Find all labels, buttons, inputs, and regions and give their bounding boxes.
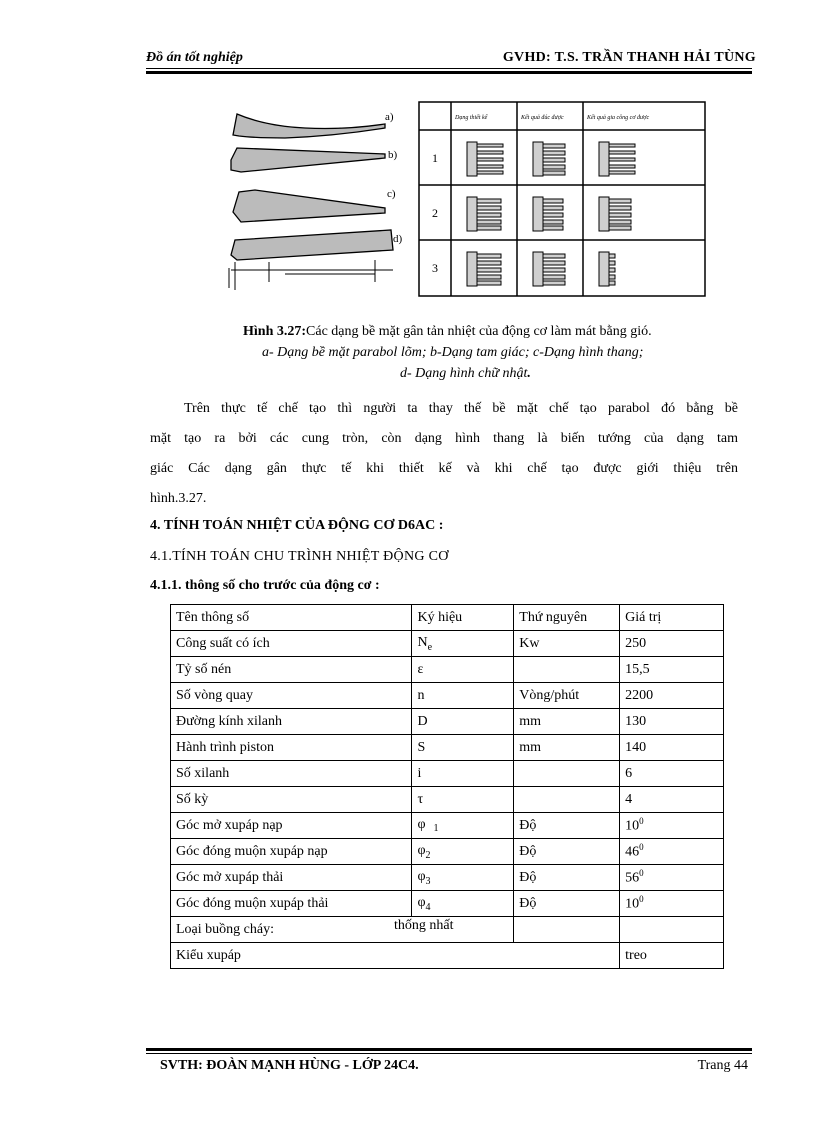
table-row-valve bbox=[171, 943, 724, 969]
param-symbol: τ bbox=[417, 791, 424, 807]
param-symbol: φ bbox=[417, 868, 426, 884]
fin-profile-a bbox=[233, 114, 385, 138]
table-row bbox=[171, 735, 724, 761]
param-value-cell bbox=[620, 787, 724, 813]
footer-rule-thick bbox=[146, 1048, 752, 1051]
paragraph-line-3: giác Các dạng gân thực tế khi thiết kế và khi chế tạo được giới thiệu trên bbox=[150, 461, 738, 476]
param-name-cell: Tỷ số nén bbox=[171, 657, 412, 683]
param-value-cell bbox=[620, 891, 724, 917]
fin-label-d: d) bbox=[393, 233, 403, 245]
param-symbol-cell bbox=[412, 735, 514, 761]
header-document-title: Đồ án tốt nghiệp bbox=[146, 50, 243, 65]
param-symbol-cell bbox=[412, 761, 514, 787]
param-value-cell bbox=[620, 709, 724, 735]
fin-sketch-3-2 bbox=[533, 252, 565, 286]
table-row bbox=[171, 813, 724, 839]
param-symbol-cell bbox=[412, 709, 514, 735]
valve-label: Kiểu xupáp bbox=[171, 943, 620, 969]
param-value: 6 bbox=[625, 765, 633, 781]
param-name-cell: Góc đóng muộn xupáp thải bbox=[171, 891, 412, 917]
table-header-cell: Thứ nguyên bbox=[514, 605, 620, 631]
figure-caption-line3-end: . bbox=[527, 366, 531, 381]
casting-results-figure bbox=[417, 100, 707, 298]
param-unit-cell: Độ bbox=[514, 891, 620, 917]
engine-parameters-table bbox=[170, 604, 724, 969]
param-symbol: φ bbox=[417, 842, 426, 858]
param-value: 130 bbox=[625, 713, 647, 729]
casting-results-grid bbox=[417, 100, 707, 298]
figure-caption-line1 bbox=[243, 324, 652, 340]
chamber-value: thống nhất bbox=[393, 917, 454, 933]
param-value-cell bbox=[620, 683, 724, 709]
grid-row-3: 3 bbox=[432, 261, 438, 275]
param-symbol: n bbox=[417, 687, 425, 703]
param-value-cell bbox=[620, 839, 724, 865]
chamber-cell bbox=[171, 917, 514, 943]
table-row bbox=[171, 891, 724, 917]
header-rule-thick bbox=[146, 71, 752, 74]
param-symbol-cell bbox=[412, 865, 514, 891]
param-unit-cell: Độ bbox=[514, 839, 620, 865]
param-value-superscript: 0 bbox=[639, 868, 644, 879]
footer-student: SVTH: ĐOÀN MẠNH HÙNG - LỚP 24C4. bbox=[160, 1058, 419, 1073]
param-value: 2200 bbox=[625, 687, 654, 703]
fin-sketch-2-3 bbox=[599, 197, 631, 231]
param-symbol-cell bbox=[412, 787, 514, 813]
param-value: 250 bbox=[625, 635, 647, 651]
param-symbol-subscript: 2 bbox=[425, 849, 431, 861]
param-value-cell bbox=[620, 657, 724, 683]
footer-rule-thin bbox=[146, 1053, 752, 1054]
figure-caption-line3-text: d- Dạng hình chữ nhật bbox=[400, 366, 528, 381]
param-symbol: D bbox=[417, 713, 428, 729]
param-name-cell: Số vòng quay bbox=[171, 683, 412, 709]
param-unit-cell bbox=[514, 787, 620, 813]
chamber-label: Loại buồng cháy: bbox=[176, 921, 274, 937]
grid-header-machined: Kết quả gia công cơ được bbox=[587, 115, 650, 121]
param-value-cell bbox=[620, 631, 724, 657]
param-name-cell: Số xilanh bbox=[171, 761, 412, 787]
empty-cell bbox=[514, 917, 620, 943]
param-value: 15,5 bbox=[625, 661, 650, 677]
param-unit-cell bbox=[514, 761, 620, 787]
fin-label-c: c) bbox=[387, 188, 396, 200]
fin-sketch-1-1 bbox=[467, 142, 503, 176]
section-4-1-heading: 4.1.TÍNH TOÁN CHU TRÌNH NHIỆT ĐỘNG CƠ bbox=[150, 549, 449, 564]
paragraph-line-2: mặt tạo ra bởi các cung tròn, còn dạng hình thang là biến tướng của dạng tam bbox=[150, 431, 738, 446]
table-row bbox=[171, 683, 724, 709]
param-value-cell bbox=[620, 813, 724, 839]
fin-profiles-figure bbox=[225, 100, 411, 300]
param-value: 10 bbox=[625, 896, 640, 912]
table-row bbox=[171, 839, 724, 865]
param-unit-cell bbox=[514, 657, 620, 683]
param-name-cell: Góc mở xupáp thải bbox=[171, 865, 412, 891]
grid-header-cast: Kết quả đúc được bbox=[521, 115, 564, 121]
valve-value: treo bbox=[620, 943, 724, 969]
param-name-cell: Đường kính xilanh bbox=[171, 709, 412, 735]
fin-sketch-3-3 bbox=[599, 252, 615, 286]
table-header-cell: Ký hiệu bbox=[412, 605, 514, 631]
param-unit-cell: Độ bbox=[514, 813, 620, 839]
figure-caption-text: Các dạng bề mặt gân tản nhiệt của động cơ làm mát bằng gió. bbox=[306, 324, 652, 339]
param-symbol-subscript: 1 bbox=[433, 823, 439, 835]
figure-caption-line3 bbox=[400, 366, 531, 382]
fin-profiles-drawing bbox=[225, 100, 411, 300]
table-header-cell: Giá trị bbox=[620, 605, 724, 631]
table-row bbox=[171, 657, 724, 683]
param-name-cell: Góc mở xupáp nạp bbox=[171, 813, 412, 839]
param-symbol-cell bbox=[412, 813, 514, 839]
param-unit-cell: Độ bbox=[514, 865, 620, 891]
grid-header-design: Dạng thiết kế bbox=[455, 115, 488, 121]
param-value-superscript: 0 bbox=[639, 894, 644, 905]
param-unit-cell: mm bbox=[514, 735, 620, 761]
table-row-chamber bbox=[171, 917, 724, 943]
param-symbol-cell bbox=[412, 631, 514, 657]
fin-profile-d bbox=[231, 230, 393, 260]
fin-label-a: a) bbox=[385, 111, 394, 123]
footer-page-number: Trang 44 bbox=[697, 1058, 748, 1073]
paragraph-line-4: hình.3.27. bbox=[150, 491, 207, 506]
grid-row-2: 2 bbox=[432, 206, 438, 220]
param-value: 56 bbox=[625, 870, 640, 886]
param-symbol-subscript: e bbox=[427, 641, 433, 653]
section-4-1-1-heading: 4.1.1. thông số cho trước của động cơ : bbox=[150, 578, 380, 593]
fin-sketch-2-1 bbox=[467, 197, 501, 231]
fin-profile-b bbox=[231, 148, 385, 172]
section-4-heading: 4. TÍNH TOÁN NHIỆT CỦA ĐỘNG CƠ D6AC : bbox=[150, 518, 444, 533]
param-symbol-cell bbox=[412, 891, 514, 917]
param-value: 140 bbox=[625, 739, 647, 755]
paragraph-line-1: Trên thực tế chế tạo thì người ta thay thế bề mặt chế tạo parabol đó bằng bề bbox=[184, 401, 738, 416]
fin-sketch-1-3 bbox=[599, 142, 635, 176]
param-value-cell bbox=[620, 735, 724, 761]
param-unit-cell: Vòng/phút bbox=[514, 683, 620, 709]
param-symbol-cell bbox=[412, 839, 514, 865]
fin-sketch-3-1 bbox=[467, 252, 501, 286]
table-row bbox=[171, 865, 724, 891]
empty-cell bbox=[620, 917, 724, 943]
param-symbol-subscript: 4 bbox=[425, 901, 431, 913]
table-row bbox=[171, 787, 724, 813]
param-name-cell: Công suất có ích bbox=[171, 631, 412, 657]
header-rule-thin bbox=[146, 68, 752, 69]
table-row bbox=[171, 631, 724, 657]
param-value: 46 bbox=[625, 844, 640, 860]
table-header-row bbox=[171, 605, 724, 631]
table-row bbox=[171, 709, 724, 735]
figure-caption-label: Hình 3.27: bbox=[243, 324, 307, 339]
param-unit-cell: mm bbox=[514, 709, 620, 735]
figure-caption-line2: a- Dạng bề mặt parabol lõm; b-Dạng tam giác; c-Dạng hình thang; bbox=[262, 345, 644, 360]
param-symbol: i bbox=[417, 765, 422, 781]
param-value-superscript: 0 bbox=[639, 816, 644, 827]
fin-profile-c bbox=[233, 190, 385, 222]
param-symbol-cell bbox=[412, 657, 514, 683]
param-symbol: N bbox=[417, 634, 428, 650]
param-symbol-cell bbox=[412, 683, 514, 709]
param-symbol: S bbox=[417, 739, 426, 755]
param-symbol: φ bbox=[417, 816, 426, 832]
param-value-cell bbox=[620, 761, 724, 787]
param-value: 10 bbox=[625, 818, 640, 834]
header-supervisor: GVHD: T.S. TRẦN THANH HẢI TÙNG bbox=[502, 50, 756, 65]
param-name-cell: Số kỳ bbox=[171, 787, 412, 813]
param-value: 4 bbox=[625, 791, 633, 807]
param-symbol: φ bbox=[417, 894, 426, 910]
fin-sketch-2-2 bbox=[533, 197, 563, 231]
param-value-superscript: 0 bbox=[639, 842, 644, 853]
param-name-cell: Góc đóng muộn xupáp nạp bbox=[171, 839, 412, 865]
param-value-cell bbox=[620, 865, 724, 891]
body-paragraph bbox=[150, 394, 738, 514]
param-name-cell: Hành trình piston bbox=[171, 735, 412, 761]
table-row bbox=[171, 761, 724, 787]
table-header-cell: Tên thông số bbox=[171, 605, 412, 631]
fin-sketch-1-2 bbox=[533, 142, 565, 176]
param-symbol: ε bbox=[417, 661, 424, 677]
grid-row-1: 1 bbox=[432, 151, 438, 165]
param-symbol-subscript: 3 bbox=[425, 875, 431, 887]
param-unit-cell: Kw bbox=[514, 631, 620, 657]
fin-label-b: b) bbox=[388, 149, 398, 161]
